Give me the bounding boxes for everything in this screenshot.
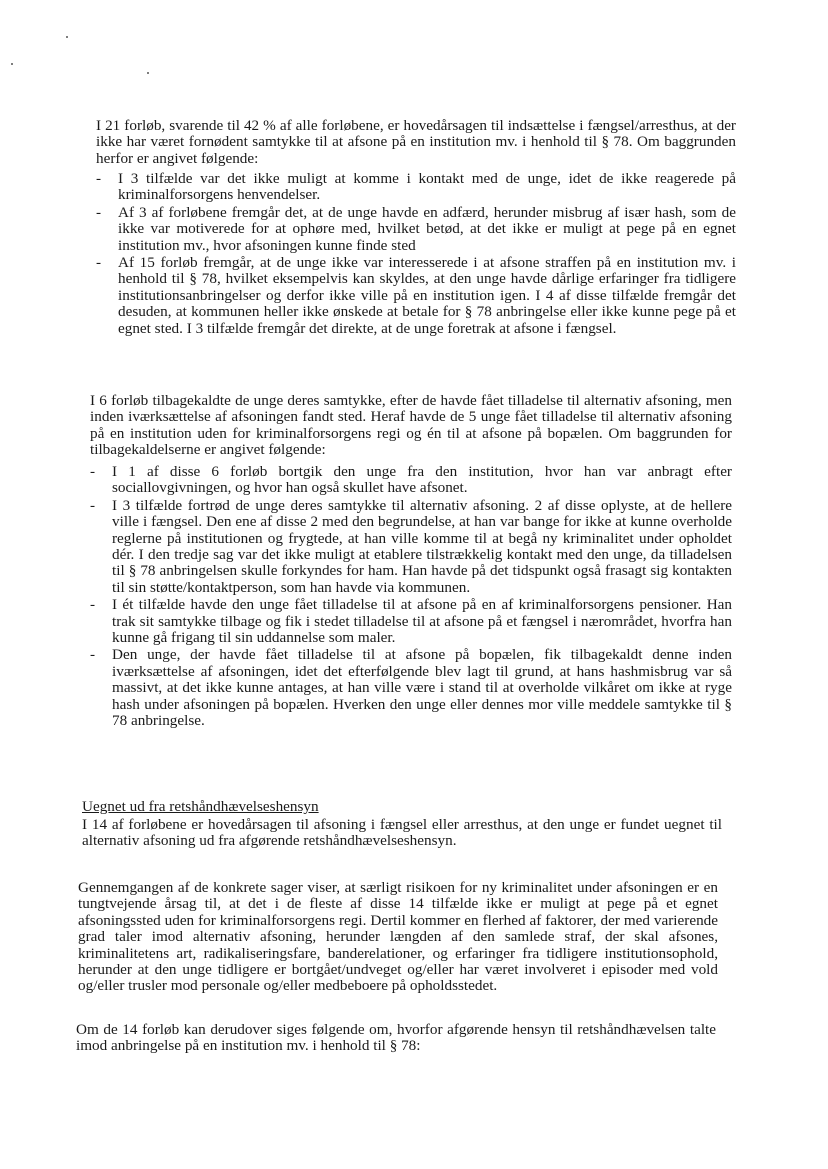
- section3-paragraph-2: Gennemgangen af de konkrete sager viser, at særligt risikoen for ny kriminalitet under afsoningen er en tungtvejende årsag til, at det i de fleste af disse 14 tilfælde ikke er muligt at pege på et egnet afsoningssted uden for kriminalforsorgens regi. Dertil kommer en flerhed af faktorer, der med varierende grad taler imod alternativ afsoning, herunder længden af den samlede straf, der skal afsones, kriminalitetens art, radikaliseringsfare, banderelationer, og erfaringer fra tidligere institutionsophold, herunder at den unge tidligere er bortgået/undveget og/eller har været involveret i episoder med vold og/eller trusler mod personale og/eller medbeboere på opholdsstedet.: [78, 879, 718, 995]
- bullet-dash: -: [90, 463, 96, 480]
- section3-paragraph-1: I 14 af forløbene er hovedårsagen til afsoning i fængsel eller arresthus, at den unge er fundet uegnet til alternativ afsoning ud fra afgørende retshåndhævelseshensyn.: [82, 816, 722, 850]
- list-item: [90, 647, 732, 729]
- list-item: [90, 464, 732, 497]
- list-item-text: I 1 af disse 6 forløb bortgik den unge fra den institution, hvor han var anbragt efter sociallovgivningen, og hvor han også skullet have afsonet.: [112, 463, 732, 497]
- list-item: [96, 171, 736, 204]
- section1-bullet-list: [96, 171, 736, 338]
- bullet-dash: -: [90, 646, 96, 664]
- list-item-text: Af 15 forløb fremgår, at de unge ikke var interesserede i at afsone straffen på en institution mv. i henhold til § 78, hvilket eksempelvis kan skyldes, at den unge havde dårlige erfaringer fra tidligere institutionsanbringelser og derfor ikke ville på en institution igen. I 4 af disse tilfælde fremgår det desuden, at kommunen heller ikke ønskede at betale for § 78 anbringelse eller ikke kunne pege på et egnet sted. I 3 tilfælde fremgår det direkte, at de unge foretrak at afsone i fængsel.: [118, 254, 736, 337]
- bullet-dash: -: [96, 203, 102, 221]
- list-item: [96, 255, 736, 337]
- bullet-dash: -: [96, 170, 102, 187]
- list-item: [96, 205, 736, 254]
- list-item-text: I 3 tilfælde var det ikke muligt at komme i kontakt med de unge, idet de ikke reagerede på kriminalforsorgens henvendelser.: [118, 170, 736, 204]
- section1-intro: I 21 forløb, svarende til 42 % af alle forløbene, er hovedårsagen til indsættelse i fængsel/arresthus, at der ikke har været fornødent samtykke til at afsone på en institution mv. i henhold til § 78. Om baggrunden herfor er angivet følgende:: [96, 117, 736, 167]
- bullet-dash: -: [96, 254, 102, 272]
- bullet-dash: -: [90, 596, 96, 614]
- section3-heading: Uegnet ud fra retshåndhævelseshensyn: [82, 798, 319, 815]
- list-item: [90, 498, 732, 596]
- section2-intro: I 6 forløb tilbagekaldte de unge deres samtykke, efter de havde fået tilladelse til alternativ afsoning, men inden iværksættelse af afsoningen fandt sted. Heraf havde de 5 unge fået tilladelse til alternativ afsoning på en institution uden for kriminalforsorgens regi og én til at afsone på bopælen. Om baggrunden for tilbagekaldelserne er angivet følgende:: [90, 392, 732, 459]
- scan-speck: [147, 72, 149, 74]
- scan-speck: [11, 63, 13, 65]
- section2-bullet-list: [90, 464, 732, 731]
- list-item: [90, 597, 732, 646]
- bullet-dash: -: [90, 496, 96, 514]
- scan-speck: [66, 36, 68, 38]
- list-item-text: I 3 tilfælde fortrød de unge deres samtykke til alternativ afsoning. 2 af disse oplyste, at de hellere ville i fængsel. Den ene af disse 2 med den begrundelse, at han var bange for ikke at kunne overholde reglerne på institutionen og frygtede, at han ville komme til at begå ny kriminalitet under opholdet dér. I den tredje sag var det ikke muligt at etablere tilstrækkelig kontakt med den unge, da tilladelsen til § 78 anbringelsen skulle forkyndes for ham. Han havde på det tidspunkt også frasagt sig kontakten til sin støtte/kontaktperson, som han havde via kommunen.: [112, 496, 732, 596]
- list-item-text: Den unge, der havde fået tilladelse til at afsone på bopælen, fik tilbagekaldt denne inden iværksættelse af afsoningen, idet det efterfølgende blev lagt til grund, at hans hashmisbrug var så massivt, at det ikke kunne antages, at han ville være i stand til at overholde vilkåret om ikke at ryge hash under afsoningen på bopælen. Hverken den unge eller dennes mor ville meddele samtykke til § 78 anbringelse.: [112, 646, 732, 730]
- list-item-text: Af 3 af forløbene fremgår det, at de unge havde en adfærd, herunder misbrug af især hash, som de ikke var motiverede for at ophøre med, hvilket betød, at det ikke er muligt at pege på en egnet institution mv., hvor afsoningen kunne finde sted: [118, 203, 736, 254]
- section3-paragraph-3: Om de 14 forløb kan derudover siges følgende om, hvorfor afgørende hensyn til retshåndhævelsen talte imod anbringelse på en institution mv. i henhold til § 78:: [76, 1021, 716, 1055]
- list-item-text: I ét tilfælde havde den unge fået tilladelse til at afsone på en af kriminalforsorgens pensioner. Han trak sit samtykke tilbage og fik i stedet tilladelse til at afsone på et fængsel i nærområdet, hvorfra han kunne gå frigang til sin uddannelse som maler.: [112, 596, 732, 647]
